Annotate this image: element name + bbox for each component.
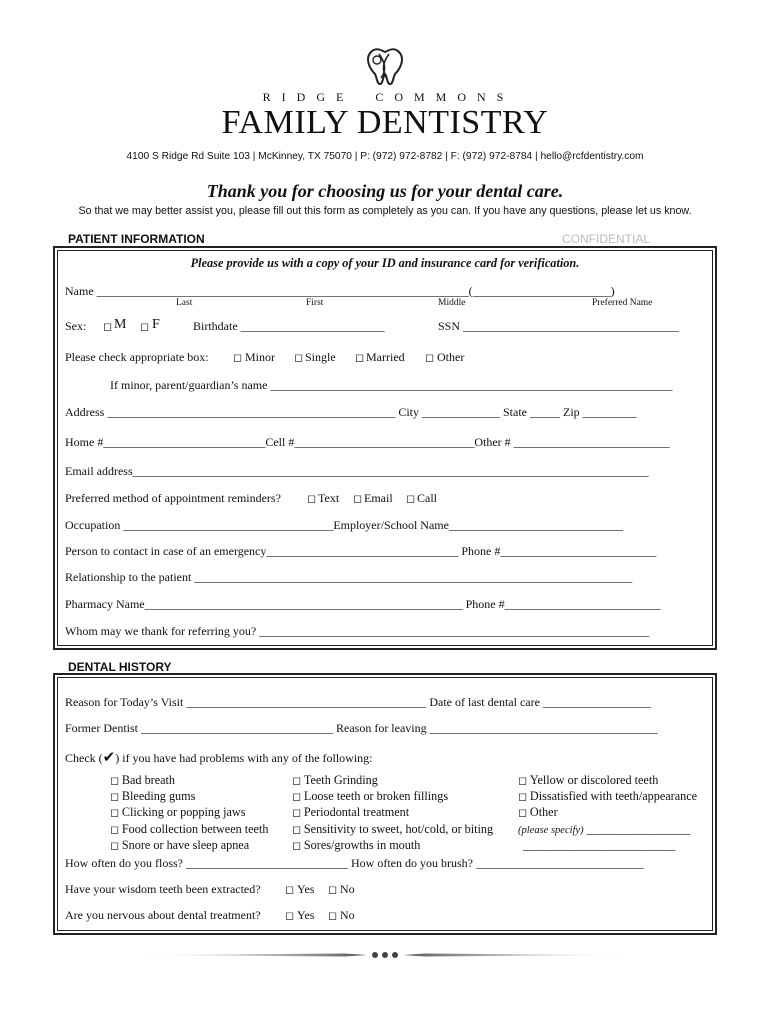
contact-line: 4100 S Ridge Rd Suite 103 | McKinney, TX 75070 | P: (972) 972-8782 | F: (972) 972-8784 | hello@rcfdentistry.com	[126, 151, 644, 162]
section-title-dental: DENTAL HISTORY	[68, 660, 172, 674]
name-field[interactable]: Name ______________________________________________________________(_______________________)	[65, 284, 615, 298]
id-notice: Please provide us with a copy of your ID and insurance card for verification.	[190, 256, 580, 270]
checkbox-icon[interactable]: ◻	[110, 807, 122, 820]
reminder-call: Call	[417, 491, 437, 505]
list-item[interactable]: ◻ Periodontal treatment	[292, 805, 410, 820]
status-single: Single	[305, 350, 336, 364]
list-item[interactable]: ◻ Dissatisfied with teeth/appearance	[518, 789, 698, 804]
checkbox-icon[interactable]: ◻	[353, 493, 363, 505]
checkbox-icon[interactable]: ◻	[355, 352, 365, 364]
checkbox-icon[interactable]: ◻	[140, 321, 150, 333]
sex-m-label: M	[114, 317, 127, 332]
checkbox-icon[interactable]: ◻	[518, 807, 530, 820]
checkbox-icon[interactable]: ◻	[406, 493, 416, 505]
list-item[interactable]: ◻ Loose teeth or broken fillings	[292, 789, 449, 804]
status-married: Married	[366, 350, 405, 364]
list-item[interactable]: ◻ Yellow or discolored teeth	[518, 773, 659, 787]
wisdom-yes: Yes	[297, 882, 315, 896]
list-item[interactable]: ◻ Sores/growths in mouth	[292, 837, 421, 852]
label-first: First	[306, 298, 324, 308]
reminders-prompt: Preferred method of appointment reminders?	[65, 491, 281, 505]
sex-label: Sex:	[65, 319, 87, 333]
problem-list-col1	[110, 773, 268, 854]
specify-field-2[interactable]: _________________________	[523, 837, 676, 852]
label-last: Last	[176, 298, 193, 308]
list-item[interactable]: ◻ Snore or have sleep apnea	[110, 837, 250, 852]
status-prompt: Please check appropriate box:	[65, 350, 209, 364]
ssn-field[interactable]: SSN ____________________________________	[438, 319, 680, 333]
checkbox-icon[interactable]: ◻	[292, 823, 304, 836]
checkbox-icon[interactable]: ◻	[328, 910, 338, 922]
status-other: Other	[437, 350, 465, 364]
checkbox-icon[interactable]: ◻	[294, 352, 304, 364]
checkbox-icon[interactable]: ◻	[307, 493, 317, 505]
reminder-email: Email	[364, 491, 393, 505]
list-item[interactable]: ◻ Clicking or popping jaws	[110, 805, 246, 820]
label-middle: Middle	[438, 298, 466, 308]
reminder-text: Text	[318, 491, 340, 505]
wisdom-prompt: Have your wisdom teeth been extracted?	[65, 882, 261, 896]
checkbox-icon[interactable]: ◻	[285, 884, 295, 896]
relationship-field[interactable]: Relationship to the patient _________________________________________________________________________	[65, 570, 633, 584]
reason-field[interactable]: Reason for Today’s Visit ________________________________________ Date of last dental care __________________	[65, 695, 651, 709]
section-title-patient: PATIENT INFORMATION	[68, 232, 205, 246]
floss-brush-field[interactable]: How often do you floss? ___________________________ How often do you brush? ____________________________	[65, 856, 644, 870]
label-preferred: Preferred Name	[592, 298, 653, 308]
checkbox-icon[interactable]: ◻	[233, 352, 243, 364]
checkbox-icon[interactable]: ◻	[425, 352, 435, 364]
nervous-no: No	[340, 908, 355, 922]
status-minor: Minor	[245, 350, 275, 364]
phones-field[interactable]: Home #___________________________Cell #______________________________Other # __________________________	[65, 435, 670, 449]
check-mark-icon: ✔	[102, 750, 116, 766]
referral-field[interactable]: Whom may we thank for referring you? _________________________________________________________________	[65, 624, 650, 638]
list-item[interactable]: ◻ Sensitivity to sweet, hot/cold, or biting	[292, 821, 494, 836]
guardian-field[interactable]: If minor, parent/guardian’s name ___________________________________________________________________	[110, 378, 673, 392]
email-field[interactable]: Email address______________________________________________________________________________________	[65, 464, 649, 478]
ornament-divider-icon	[135, 948, 635, 962]
checkbox-icon[interactable]: ◻	[110, 775, 122, 787]
occupation-field[interactable]: Occupation ___________________________________Employer/School Name_____________________________	[65, 518, 623, 532]
specify-field[interactable]: _________________	[586, 821, 691, 836]
checkbox-icon[interactable]: ◻	[328, 884, 338, 896]
list-item[interactable]: ◻ Teeth Grinding	[292, 773, 378, 787]
check-prompt-pre: Check (	[65, 751, 103, 765]
specify-label: (please specify)	[518, 824, 584, 836]
address-field[interactable]: Address ________________________________________________ City _____________ State _____ Zip _________	[65, 405, 637, 419]
list-item[interactable]: ◻ Other	[518, 805, 558, 820]
pharmacy-field[interactable]: Pharmacy Name_____________________________________________________ Phone #__________________________	[65, 597, 661, 611]
problem-list-col2	[292, 773, 493, 854]
birthdate-field[interactable]: Birthdate ________________________	[193, 319, 385, 333]
former-dentist-field[interactable]: Former Dentist ________________________________ Reason for leaving ______________________________________	[65, 721, 658, 735]
checkbox-icon[interactable]: ◻	[292, 791, 304, 804]
checkbox-icon[interactable]: ◻	[110, 839, 122, 852]
list-item[interactable]: ◻ Food collection between teeth	[110, 821, 269, 836]
checkbox-icon[interactable]: ◻	[110, 791, 122, 804]
practice-subtitle: R I D G E C O M M O N S	[262, 90, 508, 104]
checkbox-icon[interactable]: ◻	[292, 807, 304, 820]
nervous-prompt: Are you nervous about dental treatment?	[65, 908, 261, 922]
sex-f-label: F	[152, 317, 160, 332]
emergency-field[interactable]: Person to contact in case of an emergency________________________________ Phone #__________________________	[65, 544, 657, 558]
checkbox-icon[interactable]: ◻	[285, 910, 295, 922]
checkbox-icon[interactable]: ◻	[518, 775, 530, 787]
list-item[interactable]: ◻ Bleeding gums	[110, 789, 196, 804]
nervous-yes: Yes	[297, 908, 315, 922]
checkbox-icon[interactable]: ◻	[110, 823, 122, 836]
confidential-label: CONFIDENTIAL	[562, 232, 651, 246]
list-item[interactable]: ◻ Bad breath	[110, 773, 176, 787]
check-prompt-post: ) if you have had problems with any of the following:	[115, 751, 373, 765]
thank-you-heading: Thank you for choosing us for your dental care.	[206, 181, 564, 201]
check-prompt	[65, 748, 373, 767]
checkbox-icon[interactable]: ◻	[518, 791, 530, 804]
problem-list-col3	[518, 773, 697, 853]
wisdom-no: No	[340, 882, 355, 896]
tooth-logo-icon	[363, 44, 407, 86]
checkbox-icon[interactable]: ◻	[103, 321, 113, 333]
intro-text: So that we may better assist you, please fill out this form as completely as you can. If you have any questions, please let us know.	[78, 205, 692, 217]
checkbox-icon[interactable]: ◻	[292, 839, 304, 852]
checkbox-icon[interactable]: ◻	[292, 775, 304, 787]
practice-name: FAMILY DENTISTRY	[221, 104, 549, 141]
specify-row[interactable]	[518, 822, 697, 838]
